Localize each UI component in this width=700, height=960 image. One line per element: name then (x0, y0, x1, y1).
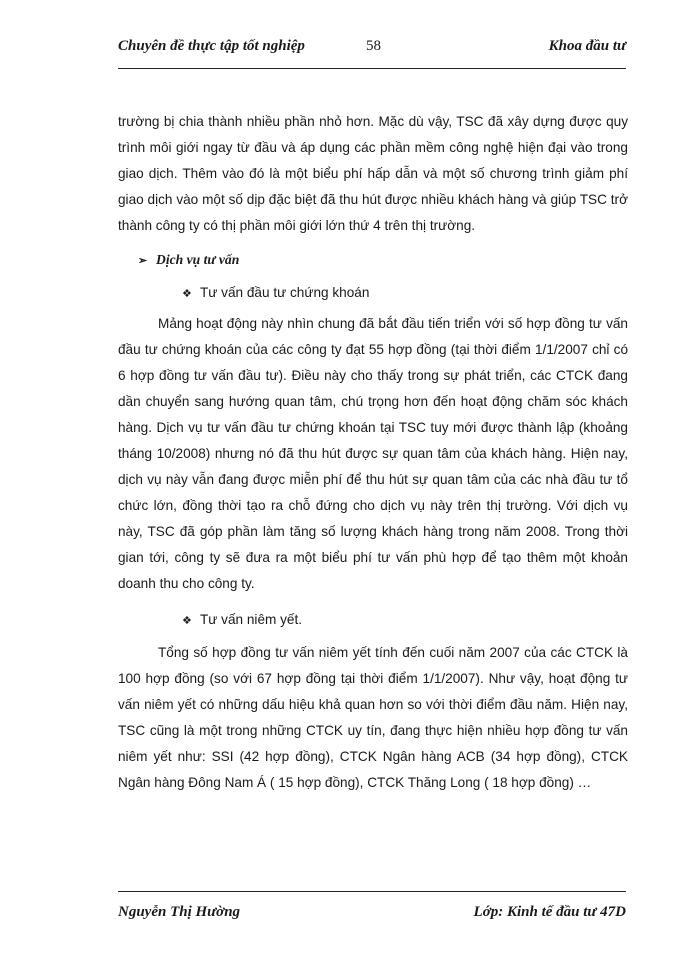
subheading-1 (118, 280, 628, 307)
footer-rule (118, 891, 626, 892)
paragraph-1: trường bị chia thành nhiều phần nhỏ hơn. Mặc dù vậy, TSC đã xây dựng được quy trình môi giới ngay từ đầu và áp dụng các phần mềm công nghệ hiện đại vào trong giao dịch. Thêm vào đó là một biểu phí hấp dẫn và một số chương trình giảm phí giao dịch vào một số dịp đặc biệt đã thu hút được nhiều khách hàng và giúp TSC trở thành công ty có thị phần môi giới lớn thứ 4 trên thị trường. (118, 114, 628, 233)
paragraph-3: Tổng số hợp đồng tư vấn niêm yết tính đến cuối năm 2007 của các CTCK là 100 hợp đồng (so với 67 hợp đồng tại thời điểm 1/1/2007). Như vậy, hoạt động tư vấn niêm yết có những dấu hiệu khả quan hơn so với thời điểm đầu năm. Hiện nay, TSC cũng là một trong những CTCK uy tín, đang thực hiện nhiều hợp đồng tư vấn niêm yết như: SSI (42 hợp đồng), CTCK Ngân hàng ACB (34 hợp đồng), CTCK Ngân hàng Đông Nam Á ( 15 hợp đồng), CTCK Thăng Long ( 18 hợp đồng) … (118, 645, 628, 790)
page-number: 58 (366, 38, 381, 54)
footer-class: Lớp: Kinh tế đầu tư 47D (473, 904, 626, 920)
diamond-bullet-icon: ❖ (182, 288, 192, 300)
page-footer (118, 904, 626, 926)
header-department: Khoa đầu tư (548, 38, 626, 54)
section-title: Dịch vụ tư vấn (156, 252, 240, 267)
header-title: Chuyên đề thực tập tốt nghiệp (118, 38, 305, 54)
subheading-2-text: Tư vấn niêm yết. (200, 612, 303, 627)
header-rule (118, 68, 626, 69)
paragraph-2: Mảng hoạt động này nhìn chung đã bắt đầu tiến triển với số hợp đồng tư vấn đầu tư chứng khoán của các công ty đạt 55 hợp đồng (tại thời điểm 1/1/2007 chỉ có 6 hợp đồng tư vấn đầu tư). Điều này cho thấy trong sự phát triển, các CTCK đang dần chuyển sang hướng quan tâm, chú trọng hơn đến hoạt động chăm sóc khách hàng. Dịch vụ tư vấn đầu tư chứng khoán tại TSC tuy mới được thành lập (khoảng tháng 10/2008) nhưng nó đã thu hút được sự quan tâm của khách hàng. Hiện nay, dịch vụ này vẫn đang được miễn phí để thu hút sự quan tâm của các nhà đầu tư tổ chức lớn, đồng thời tạo ra chỗ đứng cho dịch vụ này trên thị trường. Với dịch vụ này, TSC đã góp phần làm tăng số lượng khách hàng trong năm 2008. Trong thời gian tới, công ty sẽ đưa ra một biểu phí tư vấn phù hợp để tạo thêm một khoản doanh thu cho công ty. (118, 316, 628, 591)
subheading-1-text: Tư vấn đầu tư chứng khoán (200, 285, 370, 300)
arrow-bullet-icon: ➢ (138, 255, 148, 267)
section-heading (118, 247, 628, 274)
diamond-bullet-icon: ❖ (182, 615, 192, 627)
subheading-2 (118, 607, 628, 634)
page-header (118, 38, 626, 60)
footer-author: Nguyễn Thị Hường (118, 904, 241, 920)
document-body (118, 109, 628, 796)
